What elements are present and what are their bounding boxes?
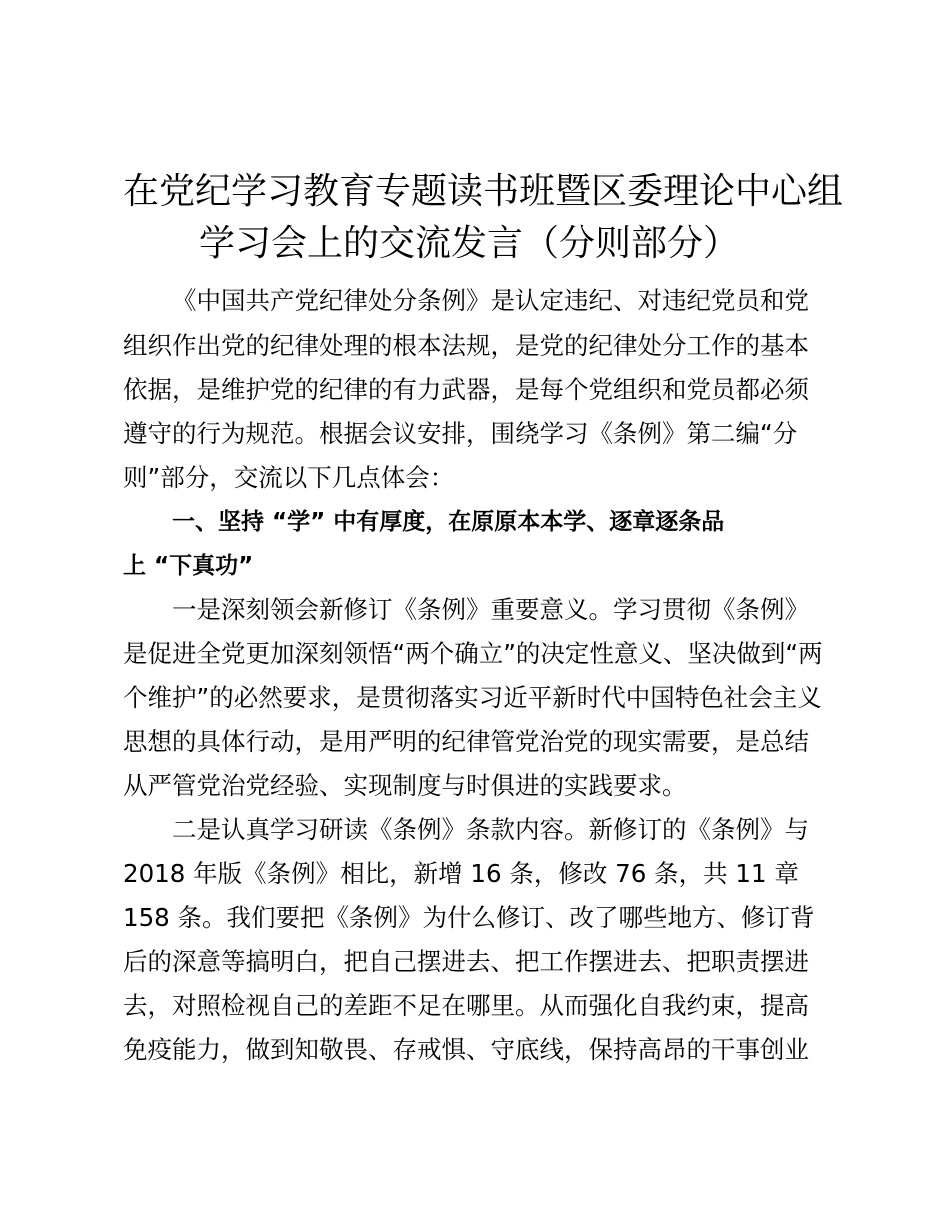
paragraph-line: 个维护”的必然要求，是贯彻落实习近平新时代中国特色社会主义 [123, 683, 822, 712]
section-heading-line-2: 上 “下真功” [123, 553, 254, 579]
paragraph-line: 158 条。我们要把《条例》为什么修订、改了哪些地方、修订背 [123, 903, 815, 932]
paragraph-line: 依据，是维护党的纪律的有力武器，是每个党组织和党员都必须 [123, 375, 809, 404]
document-title-line-2: 学习会上的交流发言（分则部分） [198, 223, 739, 264]
paragraph-line: 二是认真学习研读《条例》条款内容。新修订的《条例》与 [172, 815, 809, 844]
paragraph-line: 免疫能力，做到知敬畏、存戒惧、守底线，保持高昂的干事创业 [123, 1035, 809, 1064]
paragraph-line: 是促进全党更加深刻领悟“两个确立”的决定性意义、坚决做到“两 [123, 639, 823, 668]
paragraph-line: 从严管党治党经验、实现制度与时俱进的实践要求。 [123, 771, 687, 800]
paragraph-line: 后的深意等搞明白，把自己摆进去、把工作摆进去、把职责摆进 [123, 947, 809, 976]
paragraph-line: 思想的具体行动，是用严明的纪律管党治党的现实需要，是总结 [123, 727, 809, 756]
paragraph-line: 去，对照检视自己的差距不足在哪里。从而强化自我约束，提高 [123, 991, 809, 1020]
document-title-line-1: 在党纪学习教育专题读书班暨区委理论中心组 [122, 171, 843, 212]
paragraph-line: 2018 年版《条例》相比，新增 16 条，修改 76 条，共 11 章 [123, 859, 799, 888]
section-heading-line-1: 一、坚持 “学” 中有厚度，在原原本本学、逐章逐条品 [172, 509, 725, 535]
paragraph-line: 则”部分，交流以下几点体会： [123, 463, 455, 492]
paragraph-line: 一是深刻领会新修订《条例》重要意义。学习贯彻《条例》 [172, 595, 809, 624]
paragraph-line: 遵守的行为规范。根据会议安排，围绕学习《条例》第二编“分 [123, 419, 798, 448]
paragraph-line: 《中国共产党纪律处分条例》是认定违纪、对违纪党员和党 [172, 286, 809, 315]
paragraph-line: 组织作出党的纪律处理的根本法规，是党的纪律处分工作的基本 [123, 331, 809, 360]
